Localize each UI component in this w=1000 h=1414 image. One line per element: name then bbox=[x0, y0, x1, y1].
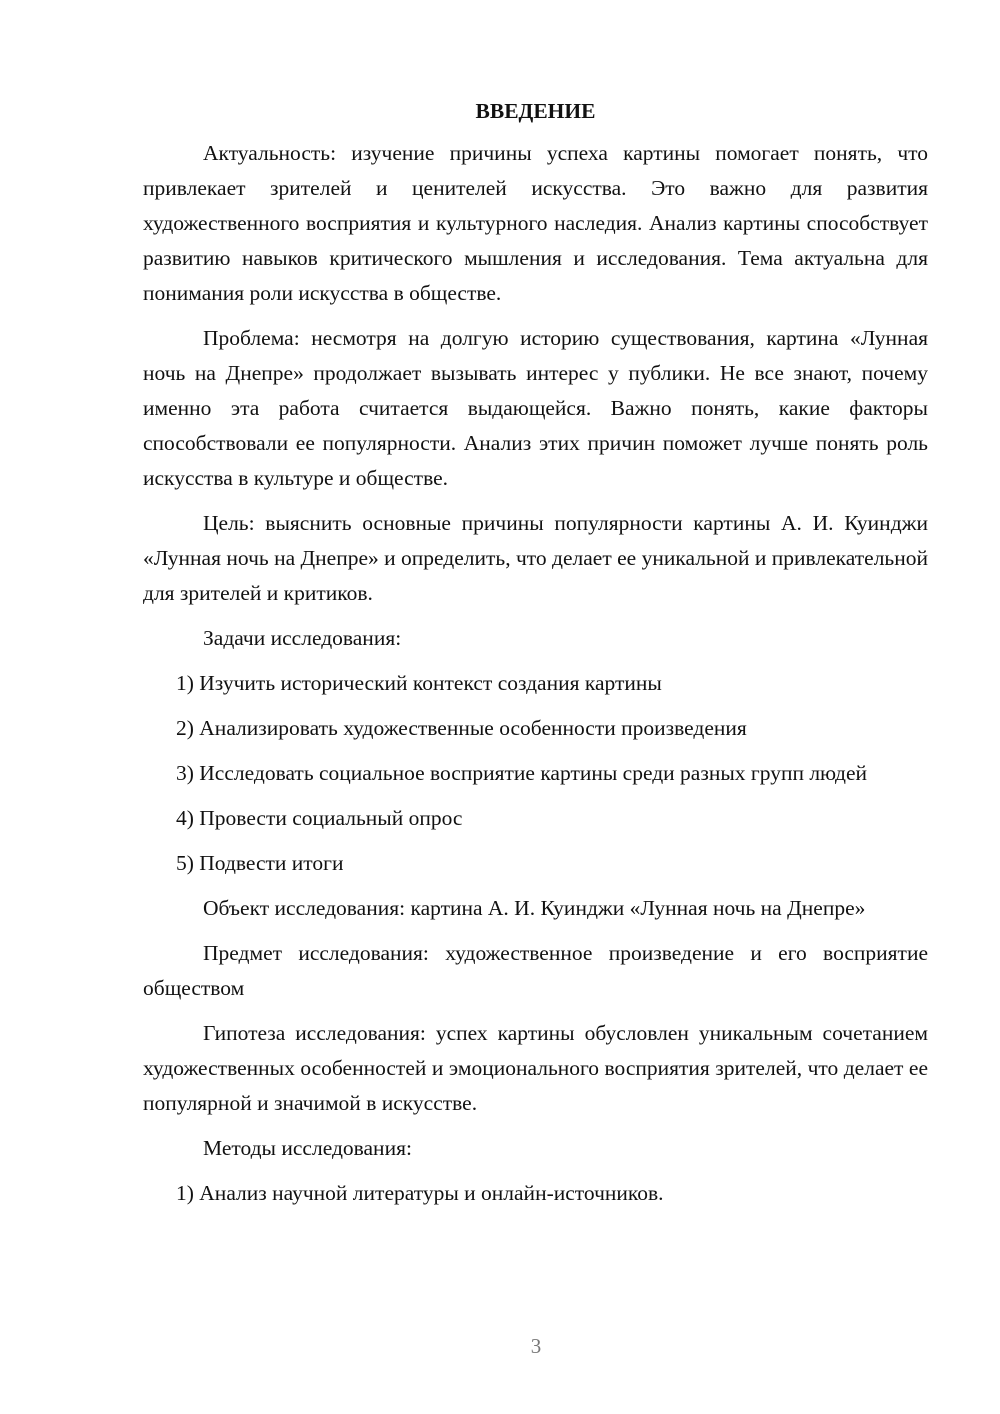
object-paragraph: Объект исследования: картина А. И. Куинджи «Лунная ночь на Днепре» bbox=[203, 896, 866, 920]
section-heading: ВВЕДЕНИЕ bbox=[475, 99, 596, 123]
page-number: 3 bbox=[530, 1334, 542, 1358]
goal-paragraph: Цель: выяснить основные причины популярности картины А. И. Куинджи «Лунная ночь на Днепре» и определить, что делает ее уникальной и привлекательной для зрителей и критиков. bbox=[143, 511, 928, 605]
task-item: 5) Подвести итоги bbox=[176, 851, 344, 875]
tasks-title: Задачи исследования: bbox=[203, 626, 402, 650]
task-item: 1) Изучить исторический контекст создания картины bbox=[176, 671, 662, 695]
task-item: 4) Провести социальный опрос bbox=[176, 806, 463, 830]
subject-paragraph: Предмет исследования: художественное произведение и его восприятие обществом bbox=[143, 941, 928, 1000]
problem-paragraph: Проблема: несмотря на долгую историю существования, картина «Лунная ночь на Днепре» продолжает вызывать интерес у публики. Не все знают, почему именно эта работа считается выдающейся. Важно понять, какие факторы способствовали ее популярности. Анализ этих причин поможет лучше понять роль искусства в культуре и обществе. bbox=[143, 326, 928, 490]
page-content bbox=[143, 96, 928, 1221]
method-item: 1) Анализ научной литературы и онлайн-источников. bbox=[176, 1181, 664, 1205]
methods-title: Методы исследования: bbox=[203, 1136, 412, 1160]
task-item: 2) Анализировать художественные особенности произведения bbox=[176, 716, 747, 740]
relevance-paragraph: Актуальность: изучение причины успеха картины помогает понять, что привлекает зрителей и ценителей искусства. Это важно для развития художественного восприятия и культурного наследия. Анализ картины способствует развитию навыков критического мышления и исследования. Тема актуальна для понимания роли искусства в обществе. bbox=[143, 141, 928, 305]
task-item: 3) Исследовать социальное восприятие картины среди разных групп людей bbox=[176, 761, 868, 785]
hypothesis-paragraph: Гипотеза исследования: успех картины обусловлен уникальным сочетанием художественных особенностей и эмоционального восприятия зрителей, что делает ее популярной и значимой в искусстве. bbox=[143, 1021, 928, 1115]
